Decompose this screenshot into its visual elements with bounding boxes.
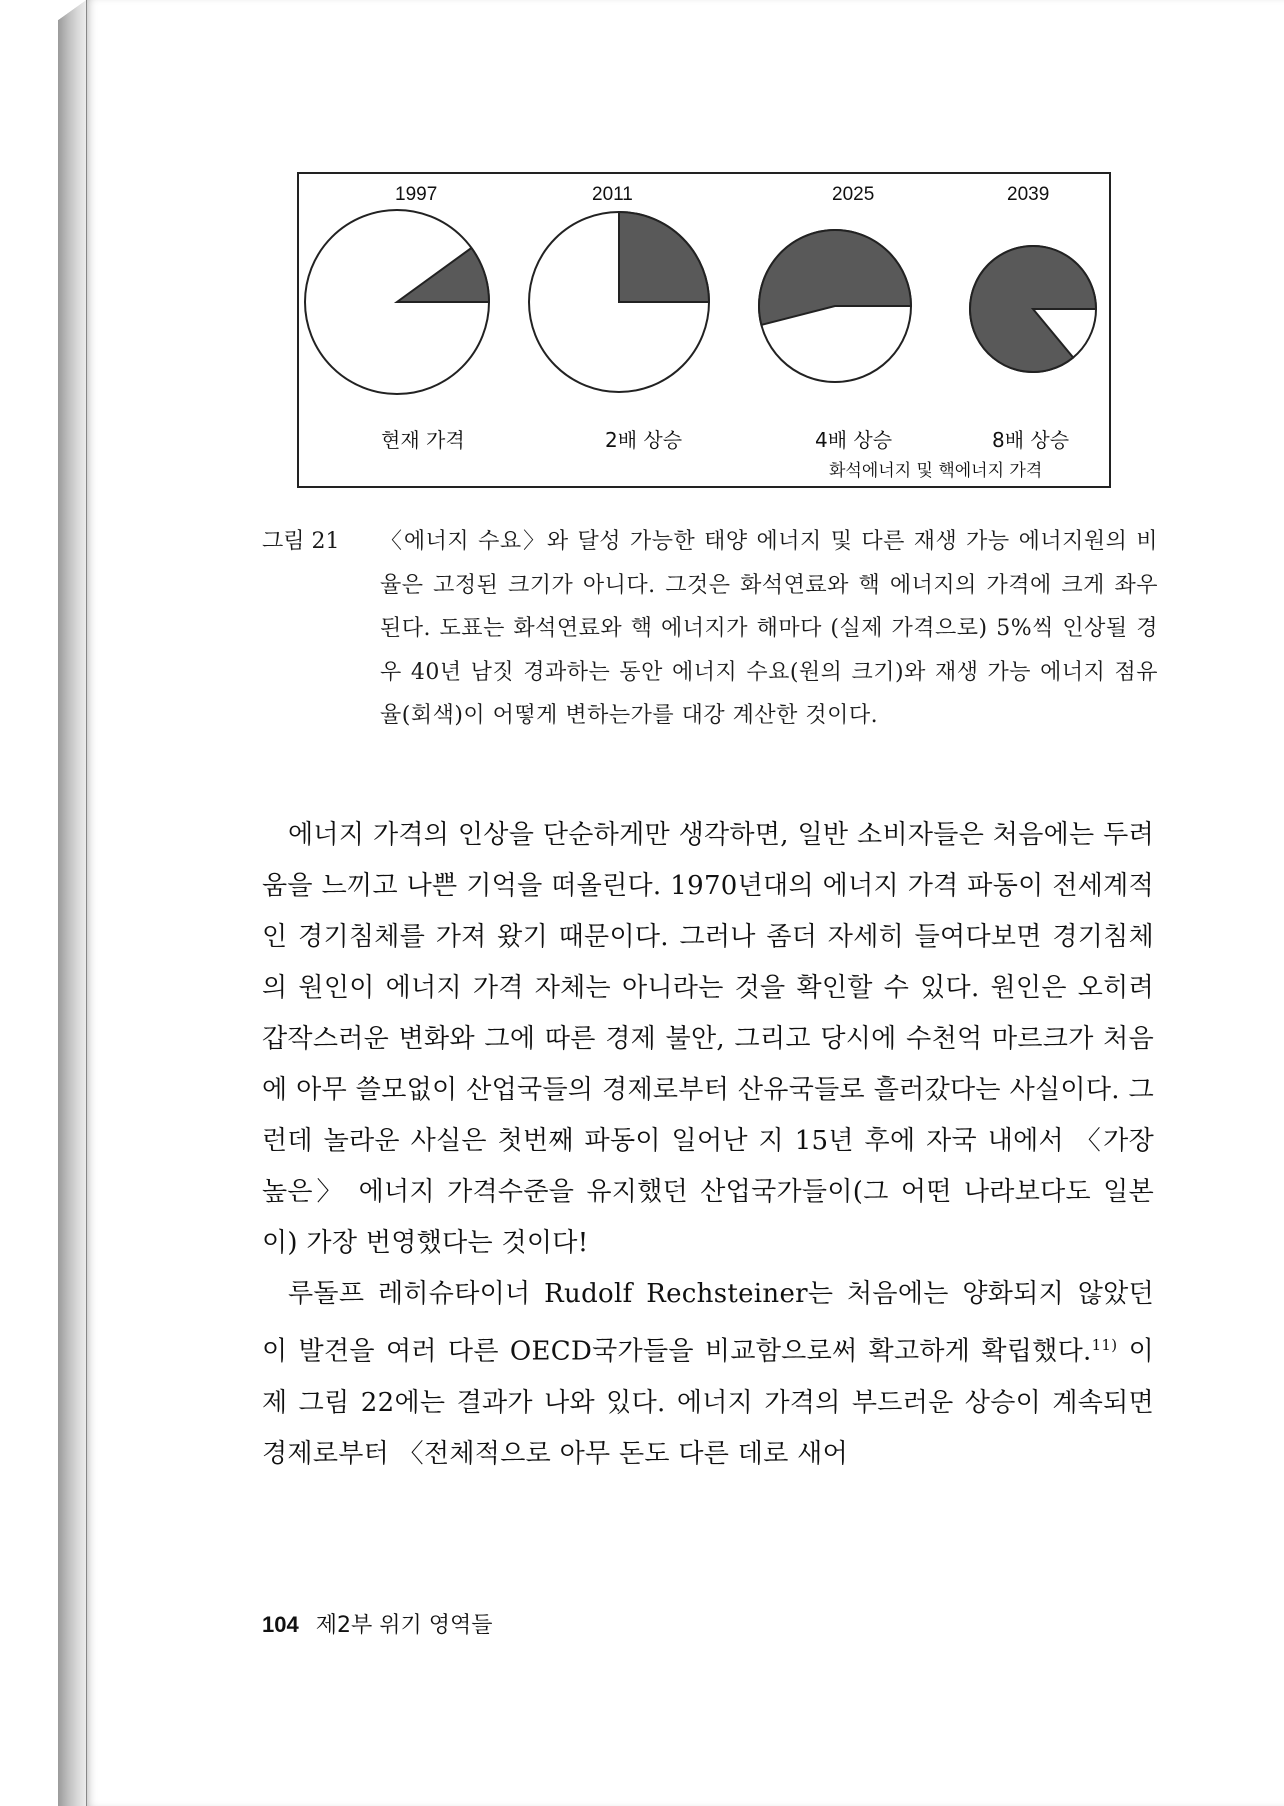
pie-year-1997: 1997 xyxy=(395,184,438,205)
caption-label: 그림 21 xyxy=(262,529,340,554)
footnote-ref: 11) xyxy=(1091,1336,1118,1354)
paragraph-2-continued: 이제 그림 22에는 결과가 나와 있다. 에너지 가격의 부드러운 상승이 계속되면 경제로부터 〈전체적으로 아무 돈도 다른 데로 새어 xyxy=(262,1336,1154,1469)
figure-note: 화석에너지 및 핵에너지 가격 xyxy=(829,461,1043,481)
page-number: 104 xyxy=(262,1612,299,1637)
pie-year-2039: 2039 xyxy=(1007,184,1050,205)
caption-text: 〈에너지 수요〉와 달성 가능한 태양 에너지 및 다른 재생 가능 에너지원의 비율은 고정된 크기가 아니다. 그것은 화석연료와 핵 에너지의 가격에 크게 좌우된다. 도표는 화석연료와 핵 에너지가 해마다 (실제 가격으로) 5%씩 인상될 경우 40년 남짓 경과하는 동안 에너지 수요(원의 크기)와 재생 가능 에너지 점유율(회색)이 어떻게 변하는가를 대강 계산한 것이다. xyxy=(380,529,1158,728)
paragraph-1: 에너지 가격의 인상을 단순하게만 생각하면, 일반 소비자들은 처음에는 두려움을 느끼고 나쁜 기억을 떠올린다. 1970년대의 에너지 가격 파동이 전세계적인 경기침체를 가져 왔기 때문이다. 그러나 좀더 자세히 들여다보면 경기침체의 원인이 에너지 가격 자체는 아니라는 것을 확인할 수 있다. 원인은 오히려 갑작스러운 변화와 그에 따른 경제 불안, 그리고 당시에 수천억 마르크가 처음에 아무 쓸모없이 산업국들의 경제로부터 산유국들로 흘러갔다는 사실이다. 그런데 놀라운 사실은 첫번째 파동이 일어난 지 15년 후에 자국 내에서 〈가장 높은〉 에너지 가격수준을 유지했던 산업국가들이(그 어떤 나라보다도 일본이) 가장 번영했다는 것이다! xyxy=(262,820,1154,1258)
paragraph-2 xyxy=(262,1269,1154,1480)
body-text xyxy=(262,810,1154,1480)
spine-corner xyxy=(58,0,86,20)
pie-2011-renewable-slice xyxy=(619,212,709,302)
paragraph-2-text: 루돌프 레히슈타이너 Rudolf Rechsteiner는 처음에는 양화되지 않았던 이 발견을 여러 다른 OECD국가들을 비교함으로써 확고하게 확립했다. xyxy=(262,1279,1154,1367)
pie-year-2025: 2025 xyxy=(832,184,875,205)
pie-year-2011: 2011 xyxy=(592,184,633,205)
page-footer xyxy=(262,1608,492,1639)
book-spine-edge xyxy=(58,0,86,1806)
pie-label-2011: 2배 상승 xyxy=(605,428,683,452)
pie-label-2025: 4배 상승 xyxy=(815,428,893,452)
pie-label-1997: 현재 가격 xyxy=(381,428,465,452)
pie-label-2039: 8배 상승 xyxy=(992,428,1070,452)
pie-chart-figure xyxy=(297,172,1111,488)
section-title: 제2부 위기 영역들 xyxy=(315,1613,493,1638)
